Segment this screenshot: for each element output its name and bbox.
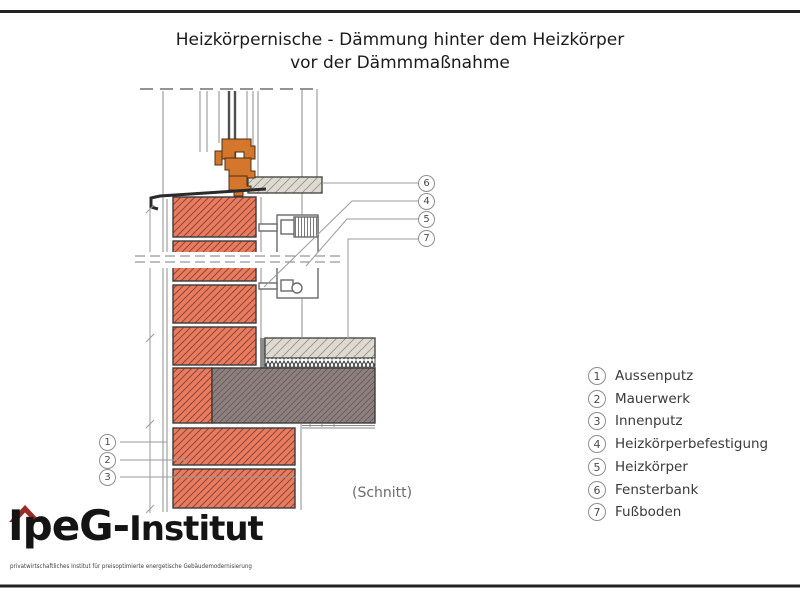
legend-num-5: 5 (588, 458, 606, 476)
logo-name-suffix: Institut (129, 509, 263, 549)
legend-item-fussboden (588, 502, 681, 522)
legend-label-6: Fensterbank (615, 482, 699, 498)
legend-item-fensterbank (588, 480, 698, 500)
callout-3-innenputz: 3 (99, 469, 116, 486)
callout-2-mauerwerk: 2 (99, 452, 116, 469)
radiator-valve-circle (292, 283, 302, 293)
concrete-slab (212, 368, 375, 423)
legend-item-innenputz (588, 411, 682, 431)
outer-plaster-lines (163, 197, 167, 512)
floor-screed (265, 338, 375, 358)
leader-fussboden (348, 239, 418, 339)
logo-name-main: IpeG- (8, 501, 130, 550)
dimension-line (146, 205, 154, 513)
window-frame (215, 139, 255, 196)
floor-edge-strip (260, 338, 265, 368)
drawing-title-line1: Heizkörpernische - Dämmung hinter dem Heizkörper (175, 30, 625, 50)
callout-6-fensterbank: 6 (418, 175, 435, 192)
logo-name (8, 501, 263, 550)
radiator-bracket-lower-arm (259, 283, 277, 289)
legend-item-heizkoerper (588, 457, 688, 477)
radiator-bracket-lower-block (281, 280, 293, 291)
section-label: (Schnitt) (352, 485, 413, 501)
legend-label-7: Fußboden (615, 504, 682, 520)
callout-1-aussenputz: 1 (99, 434, 116, 451)
legend-num-6: 6 (588, 481, 606, 499)
legend-num-2: 2 (588, 390, 606, 408)
drawing-title-line2: vor der Dämmmaßnahme (290, 53, 510, 73)
legend-num-4: 4 (588, 435, 606, 453)
callout-4-heizkoerperbefestigung: 4 (418, 193, 435, 210)
legend-num-7: 7 (588, 503, 606, 521)
floor-insulation (265, 358, 375, 368)
legend-item-mauerwerk (588, 389, 690, 409)
radiator-bracket-upper-block (281, 220, 294, 234)
legend-item-heizkoerperbefestigung (588, 434, 768, 454)
legend-label-5: Heizkörper (615, 459, 688, 475)
legend-label-2: Mauerwerk (615, 391, 691, 407)
callout-7-fussboden: 7 (418, 230, 435, 247)
legend-num-1: 1 (588, 367, 606, 385)
legend-num-3: 3 (588, 412, 606, 430)
legend-label-4: Heizkörperbefestigung (615, 436, 769, 452)
legend-label-1: Aussenputz (615, 368, 694, 384)
logo-tagline: privatwirtschaftliches Institut für preisoptimierte energetische Gebäudemodernisierung (10, 562, 252, 570)
legend-label-3: Innenputz (615, 413, 683, 429)
ceiling-lines (302, 424, 375, 428)
radiator-bracket-upper-arm (259, 224, 277, 231)
legend-item-aussenputz (588, 366, 693, 386)
callout-5-heizkoerper: 5 (418, 211, 435, 228)
